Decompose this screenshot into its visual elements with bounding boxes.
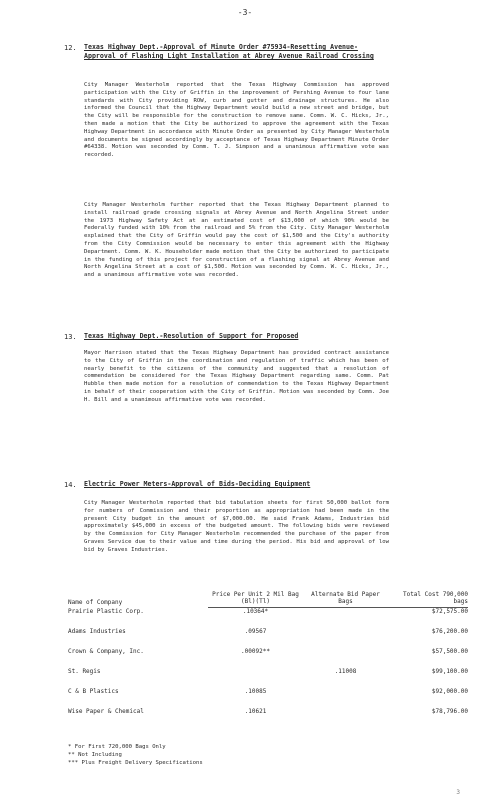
- section-heading: [84, 43, 389, 61]
- unit-price: .10364*: [242, 608, 269, 615]
- paragraph: City Manager Westerholm further reported that the Texas Highway Department planned to install railroad grade crossing signals at Abrey Avenue and North Angelina Street under the 1973 Highway Safety Act at an estimated cost of $13,000 of which 90% would be Federally funded with 10% from the railroad and 5% from the City. City Manager Westerholm explained that the City of Griffin would pay the cost of $1,500 and the City's authority from the City Commission would be necessary to enter this agreement with the Highway Department. Comm. W. K. Householder made motion that the City be authorized to participate in the funding of this project for construction of a flashing signal at Abrey Avenue and North Angelina Street at a cost of $1,500. Motion was seconded by Comm. W. C. Hicks, Jr., and a unanimous affirmative vote was recorded.: [84, 202, 389, 279]
- alternate-bid: [303, 708, 388, 728]
- company-name: St. Regis: [68, 668, 101, 675]
- company-name: Prairie Plastic Corp.: [68, 607, 144, 615]
- paragraph: City Manager Westerholm reported that bid tabulation sheets for first 50,000 ballot form for numbers of Commission and their proportion as appropriation had been made in the present City budget in the amount of $7,000.00. He said Frank Adams, Industries bid approximately $45,000 in excess of the budgeted amount. The following bids were reviewed by the Commission for City Manager Westerholm recommended the purchase of the paper from Graves Service due to their value and time during the period. His bid and approval of low bid by Graves Industries.: [84, 500, 389, 553]
- column-header: Total Cost 790,000 bags: [388, 591, 468, 608]
- company-name: Wise Paper & Chemical: [68, 708, 144, 715]
- unit-price: .10621: [244, 708, 267, 715]
- section-title: Electric Power Meters-Approval of Bids-Deciding Equipment: [84, 480, 311, 488]
- total-cost: $78,796.00: [431, 708, 468, 715]
- section-heading: [84, 480, 389, 489]
- table-row: [68, 668, 468, 688]
- section-title: Texas Highway Dept.-Approval of Minute Order #75934-Resetting Avenue-Approval of Flashing Light Installation at Abrey Avenue Railroad Crossing: [84, 43, 374, 60]
- bids-table: [68, 591, 468, 728]
- company-name: C & B Plastics: [68, 688, 119, 695]
- section-number: 14.: [64, 481, 77, 489]
- corner-mark: 3: [456, 789, 460, 796]
- total-cost: $72,575.00: [431, 608, 468, 615]
- footnote: * For First 720,000 Bags Only: [68, 744, 166, 750]
- total-cost: $92,000.00: [431, 688, 468, 695]
- table-header-row: [68, 591, 468, 608]
- page-number: -3-: [237, 8, 253, 17]
- column-header: Name of Company: [68, 598, 123, 606]
- unit-price: [208, 668, 303, 688]
- section-title: Texas Highway Dept.-Resolution of Support for Proposed: [84, 332, 299, 340]
- section-heading: [84, 332, 389, 341]
- paragraph: City Manager Westerholm reported that the Texas Highway Commission has approved participation with the City of Griffin in the improvement of Pershing Avenue to four lane standards with City providing ROW, curb and gutter and drainage structures. He also informed the Council that the Highway Department would build a new street and bridge, but the City will be responsible for the construction to remove same. Comm. W. C. Hicks, Jr., then made a motion that the City be authorized to approve the agreement with the Texas Highway Department in accordance with Minute Order as presented by City Manager Westerholm and documents be signed accordingly by acceptance of Texas Highway Department Minute Order #64338. Motion was seconded by Comm. T. J. Simpson and a unanimous affirmative vote was recorded.: [84, 82, 389, 159]
- footnote: *** Plus Freight Delivery Specifications: [68, 760, 203, 766]
- footnote: ** Not Including: [68, 752, 122, 758]
- unit-price: .09567: [244, 628, 267, 635]
- paragraph: Mayor Harrison stated that the Texas Highway Department has provided contract assistance to the City of Griffin in the coordination and regulation of traffic which has been of nearly benefit to the citizens of the community and suggested that a resolution of commendation be considered for the Texas Highway Department regarding same. Comm. Pat Hubble then made motion for a resolution of commendation to the Texas Highway Department in behalf of their cooperation with the City of Griffin. Motion was seconded by Comm. Joe H. Bill and a unanimous affirmative vote was recorded.: [84, 350, 389, 403]
- section-number: 13.: [64, 333, 77, 341]
- table-row: [68, 688, 468, 708]
- alternate-bid: [303, 628, 388, 648]
- unit-price: .00092**: [241, 648, 270, 655]
- table-row: [68, 608, 468, 629]
- unit-price: .10085: [244, 688, 267, 695]
- alternate-bid: [303, 688, 388, 708]
- section-number: 12.: [64, 44, 77, 52]
- company-name: Crown & Company, Inc.: [68, 648, 144, 655]
- alternate-bid: [303, 608, 388, 629]
- alternate-bid: [303, 648, 388, 668]
- total-cost: $99,100.00: [431, 668, 468, 675]
- total-cost: $57,500.00: [431, 648, 468, 655]
- table-row: [68, 708, 468, 728]
- column-header: Price Per Unit 2 Mil Bag (Bl)(Tl): [208, 591, 303, 608]
- alternate-bid: .11008: [334, 668, 357, 675]
- company-name: Adams Industries: [68, 628, 126, 635]
- total-cost: $76,200.00: [431, 628, 468, 635]
- table-row: [68, 628, 468, 648]
- column-header: Alternate Bid Paper Bags: [303, 591, 388, 608]
- table-row: [68, 648, 468, 668]
